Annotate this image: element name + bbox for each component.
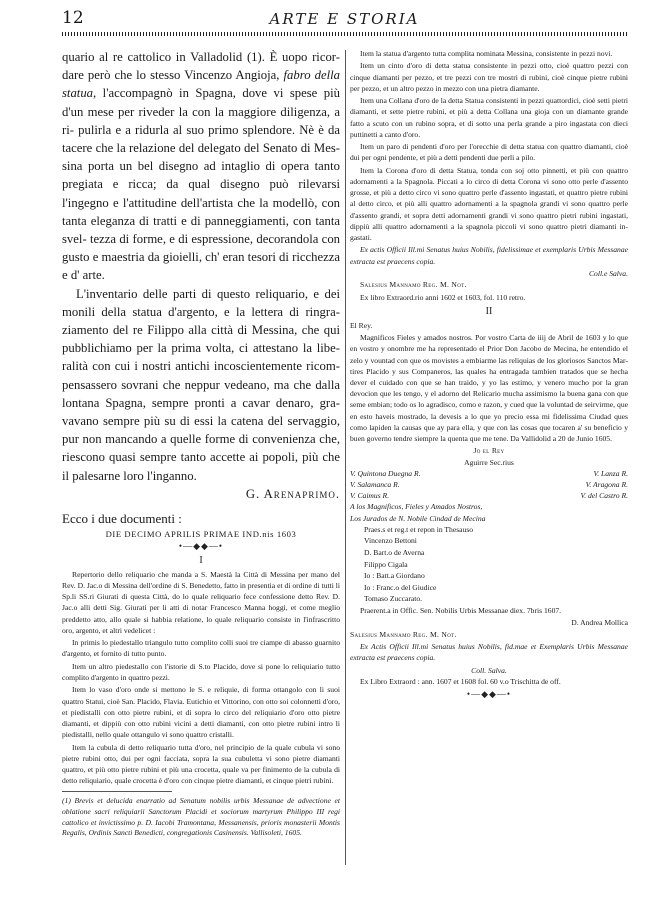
signer: V. Salamanca R. [350,480,400,489]
right-column [350,48,628,700]
jurors-list [350,524,628,605]
column-divider [345,50,346,865]
footnote-rule [62,791,172,792]
inventory-paragraph: Item la cubula di detto reliquario tutta d'oro, nel principio de la quale cubula vi sono pietre rubini otto, dui per ogni facciata, sopra la sua cubuletta vi sono pietre diamanti quattro, et più otto pietre rubini et più una crocetta, quale va per finimento de la cubula di detto reliquiario, quale crocetta è d'oro con cinque pietre diamanti, et cinque pietri rubini. [62,742,340,786]
list-item: Filippo Cigala [364,559,408,569]
mollica-signature: D. Andrea Mollica [571,618,628,628]
inventory-continued [350,48,628,303]
presentation-note: Praerent.a in Offic. Sen. Nobilis Urbis Messanae diex. 7bris 1607. [360,605,562,615]
collation-note: Coll.e Salva. [588,268,628,278]
secretary-signature: Aguirre Sec.rius [464,457,514,467]
inventory-paragraph: Item una Collana d'oro de la detta Statua consistenti in pezzi quattordici, cioè setti pietri diamanti, et sette pietre rubini, et più a detta Collana una gioja con un diamante grande fatto a scuto con un rubino sopra, et di sotto una perla grande a piro ingastata con dieci puttinetti a canto d'oro. [350,96,628,139]
signer: V. Aragona R. [585,480,628,489]
king-signature: Jo el Rey [473,446,505,456]
signer: V. del Castro R. [580,491,628,501]
list-item: Tomaso Zuccarato. [364,594,423,604]
inventory-text [62,569,340,787]
article-continuation: quario al re cattolico in Valladolid (1). È uopo ricor- dare però che lo stesso Vincenzo Angioja, fabro della statua, l'accompagnò in Spagna, dove vi spese più d'un mese per riveder la con la maggiore diligenza, a ri- pulirla e a ridurla al suo primo splendore. Nè è da tacere che la relazione del delegato del Senato di Mes- sina porta un bel disegno ad intaglio di opera tanto pregiata e ricca; da qual disegno può rilevarsi l'ingegno e l'attitudine dell'artista che la modellò, con tanta eleganza di tratti e di panneggiamenti, con tanta svel- tezza di forme, e di espressione, decorandola con gusto e maestria da gioielli, ch' eran tesori di ricchezza e d' arte. L'inventario delle parti di questo reliquario, e dei monili della statua d'argento, e la lettera di ringraziamento del re Filippo alla città di Messina, che qui pubblichiamo per la prima volta, ci attestano la liberalità con cui i nostri antichi incoscientemente ricompensassero sovrani che neppur vedeano, ma che dalla lontana Spagna, sempre pronti a cavar denaro, gravavano sempre più su di essi la catena del servaggio, pur non mancando a quelle forme di convenienza che, riescono quasi sempre tanto accette ai popoli, più che il palesarne loro l'inganno. [62,48,340,485]
list-item: Io : Franc.o del Giudice [364,582,437,592]
ornament-divider: •—◆◆—• [178,540,224,551]
signer: V. Lanza R. [593,468,628,478]
letter-salutation: El Rey. [350,320,373,330]
inventory-paragraph: Item lo vaso d'oro onde si mettono le S. e reliquie, di forma ottangolo con li suoi quattro Statui, cioè San. Placido, Flavia. Eutichio et Vittorino, con otto soi colonnetti d'oro, et piedistalli con otto pietre rubini, et di sopra lo circo del reliquiario d'oro otto pietre diamanti, et dippiù con otto rubini vicini a detti diamanti, con otto pietre rubini intro li piedistalli, nello quale ottangulo vi sono quattro cristalli. [62,685,340,740]
letter-body: Magnificos Fieles y amados nostros. Por vostro Carta de iiij de Abril de 1603 y lo que en vostro y onombre me ha representado el Prior Don Jacobo de Mecina, he entendido el zelo y vountad con que os movistes a embiarme las reliquias de los gloriosos Sanctos Martires Placido y sus Companeros, las quales ha entragada tambien tratados que se hecha dever el cuidado con que se han traido, y yo las estimo, y venero mucho por la gran devocion que les tengo, y el adorno del Relicario mucha assimismo la buena gana con que seme embian; todo os lo agradisco, como e razon, y cued que la voluntad de seirvirme, que en esto haveis mostrado, la devesis a lo que yo precio essa mi fidelissima Ciudad ques como lapiden la causas que ay para ella, y que con las cosas que tocaren a' su beneficio y buen governo tendre siempre la quenta que me tene. Da Vallidolid a 20 de Junio 1605. [350,333,628,443]
document-numeral: I [199,554,203,566]
document-date-title: DIE DECIMO APRILIS PRIMAE IND.nis 1603 [105,528,297,539]
inventory-paragraph: Item un cinto d'oro di detta statua consistente in pezzi otto, cioè quattro pezzi con cinque diamanti per pezzo, et tre pezzi con tre mostri di rubini, cioè cinque pietre rubini per pezzo, et un altro pezzo in mezzo con una pietra diamante. [350,61,628,93]
documents-heading: Ecco i due documenti : [62,510,182,526]
header-rule [62,32,627,36]
article-paragraph: L'inventario delle parti di questo reliquario, e dei monili della statua d'argento, e la lettera di ringraziamento del re Filippo alla città di Messina, che qui pubblichiamo per la prima volta, ci attestano la liberalità con cui i nostri antichi incoscientemente ricompensassero sovrani che neppur vedeano, ma che dalla lontana Spagna, sempre pronti a cavar denaro, gravavano sempre più su di essi la catena del servaggio, pur non mancando a quelle forme di convenienza che, riescono quasi sempre tanto accette ai popoli, più che il palesarne loro l'inganno. [62,286,340,483]
final-reference: Ex Libro Extraord : ann. 1607 et 1608 fol. 60 v.o Trischitta de off. [360,676,561,686]
left-column [62,48,340,839]
latin-attestation: Ex Actis Officii Ill.mi Senatus huius Nobilis, fid.mae et Exemplaris Urbis Messanae extracta est praecens copia. [350,641,628,663]
inventory-paragraph: Item un altro piedestallo con l'istorie di S.to Placido, dove si pone lo reliquiario tutto complito d'argento in quattro pezzi. [62,661,340,683]
footnote: (1) Brevis et delucida enarratio ad Senatum nobilis urbis Messanae de advectione et oblatione sacri reliquiarii Sanctorum Placidi et sociorum martyrum Philippo III regi cattolico et invictissimo p. D. Iacobi Tramontana, Messanensis, prioris monasterii Montis Regalis, Ordinis Sancti Benedicti, congregationis Casinensis. Vallisoleti, 1605. [62,796,340,838]
ornament-end: •—◆◆—• [466,689,512,700]
latin-attestation: Ex actis Officii Ill.mi Senatus huius Nobilis, fidelissimae et exemplaris Urbis Messanae extracta est praecens copia. [350,245,628,266]
page-header [62,8,627,38]
list-item: D. Bart.o de Averna [364,548,425,557]
address-line: A los Magnificos, Fieles y Amados Nostros, [350,502,483,512]
running-title: ARTE E STORIA [269,10,420,28]
author-signature: G. Arenaprimo. [245,486,340,501]
notary-reference: Ex libro Extraord.rio anni 1602 et 1603, fol. 110 retro. [360,292,526,302]
notary-name: Salesius Mannamo Reg. M. Not. [360,280,467,290]
inventory-paragraph: Repertorio dello reliquario che manda a S. Maestà la Città di Messina per mano del Rev. D. Jac.o di Messina dell'ordine di S. Benedetto, fatto in presentia et di ordine di tutti li Sp.li SS.ri Giurati di questa Città, do lo quale reliquario fece confessione detto Rev. D. Jac.o alli detti Sig. Giurati per li atti di notar Francesco Manna hoggi, et come meglio preddetto atto, allo quale si habbia relatione, lo quale reliquario consiste in l'infrascritto oro, argento, et altri vedelicet : [62,569,340,635]
inventory-paragraph: In primis lo piedestallo triangulo tutto complito colli suoi tre ciampe di abasso guarnito d'argento, et fornito di tutto punto. [62,638,340,659]
address-line: Los Jurados de N. Nobile Cindad de Mecina [350,513,486,523]
inventory-paragraph: Item la Corona d'oro di detta Statua, tonda con soj otto pinnetti, et più con quattro adornamenti a la Spagnola. Piccati a lo circo di detta Corona vi sono otto perle d'assento grosse, et più a detto circo vi sono quattro perle d'assento ingastati, et quattro pietre rubini al detto circo, et più alli quattro adornamenti a la spagnola grandi vi sono quattro perle d'assento grandi, et sopra detti adornamenti grandi vi sono quattro pietri rubini ingastati, dippiù alli quattro adornamenti a la spagnola piccoli vi sono quattro pietri diamanti ingastati. [350,165,628,242]
notary-name: Salesius Mannamo Reg. M. Not. [350,629,457,639]
signer: V. Quintona Duegna R. [350,468,421,478]
inventory-paragraph: Item la statua d'argento tutta complita nominata Messina, consistente in pezzi novi. [360,49,613,58]
royal-letter [350,320,628,468]
closing-block [350,605,628,687]
countersigners [350,468,628,502]
signer: V. Caimus R. [350,491,390,501]
list-item: Vincenzo Bettoni [364,536,417,546]
list-item: Praes.s et reg.t et repon in Thesauso [364,524,474,534]
collation-note: Coll. Salva. [471,665,507,675]
list-item: Io : Batt.a Giordano [364,571,425,581]
page-number: 12 [62,8,84,28]
inventory-paragraph: Item un paro di pendenti d'oro per l'orecchie di detta statua con quattro diamanti, cioè dui per ogni pendente, et più a detti pendenti due perli a pilo. [350,142,628,163]
document-numeral-2: II [485,305,493,317]
